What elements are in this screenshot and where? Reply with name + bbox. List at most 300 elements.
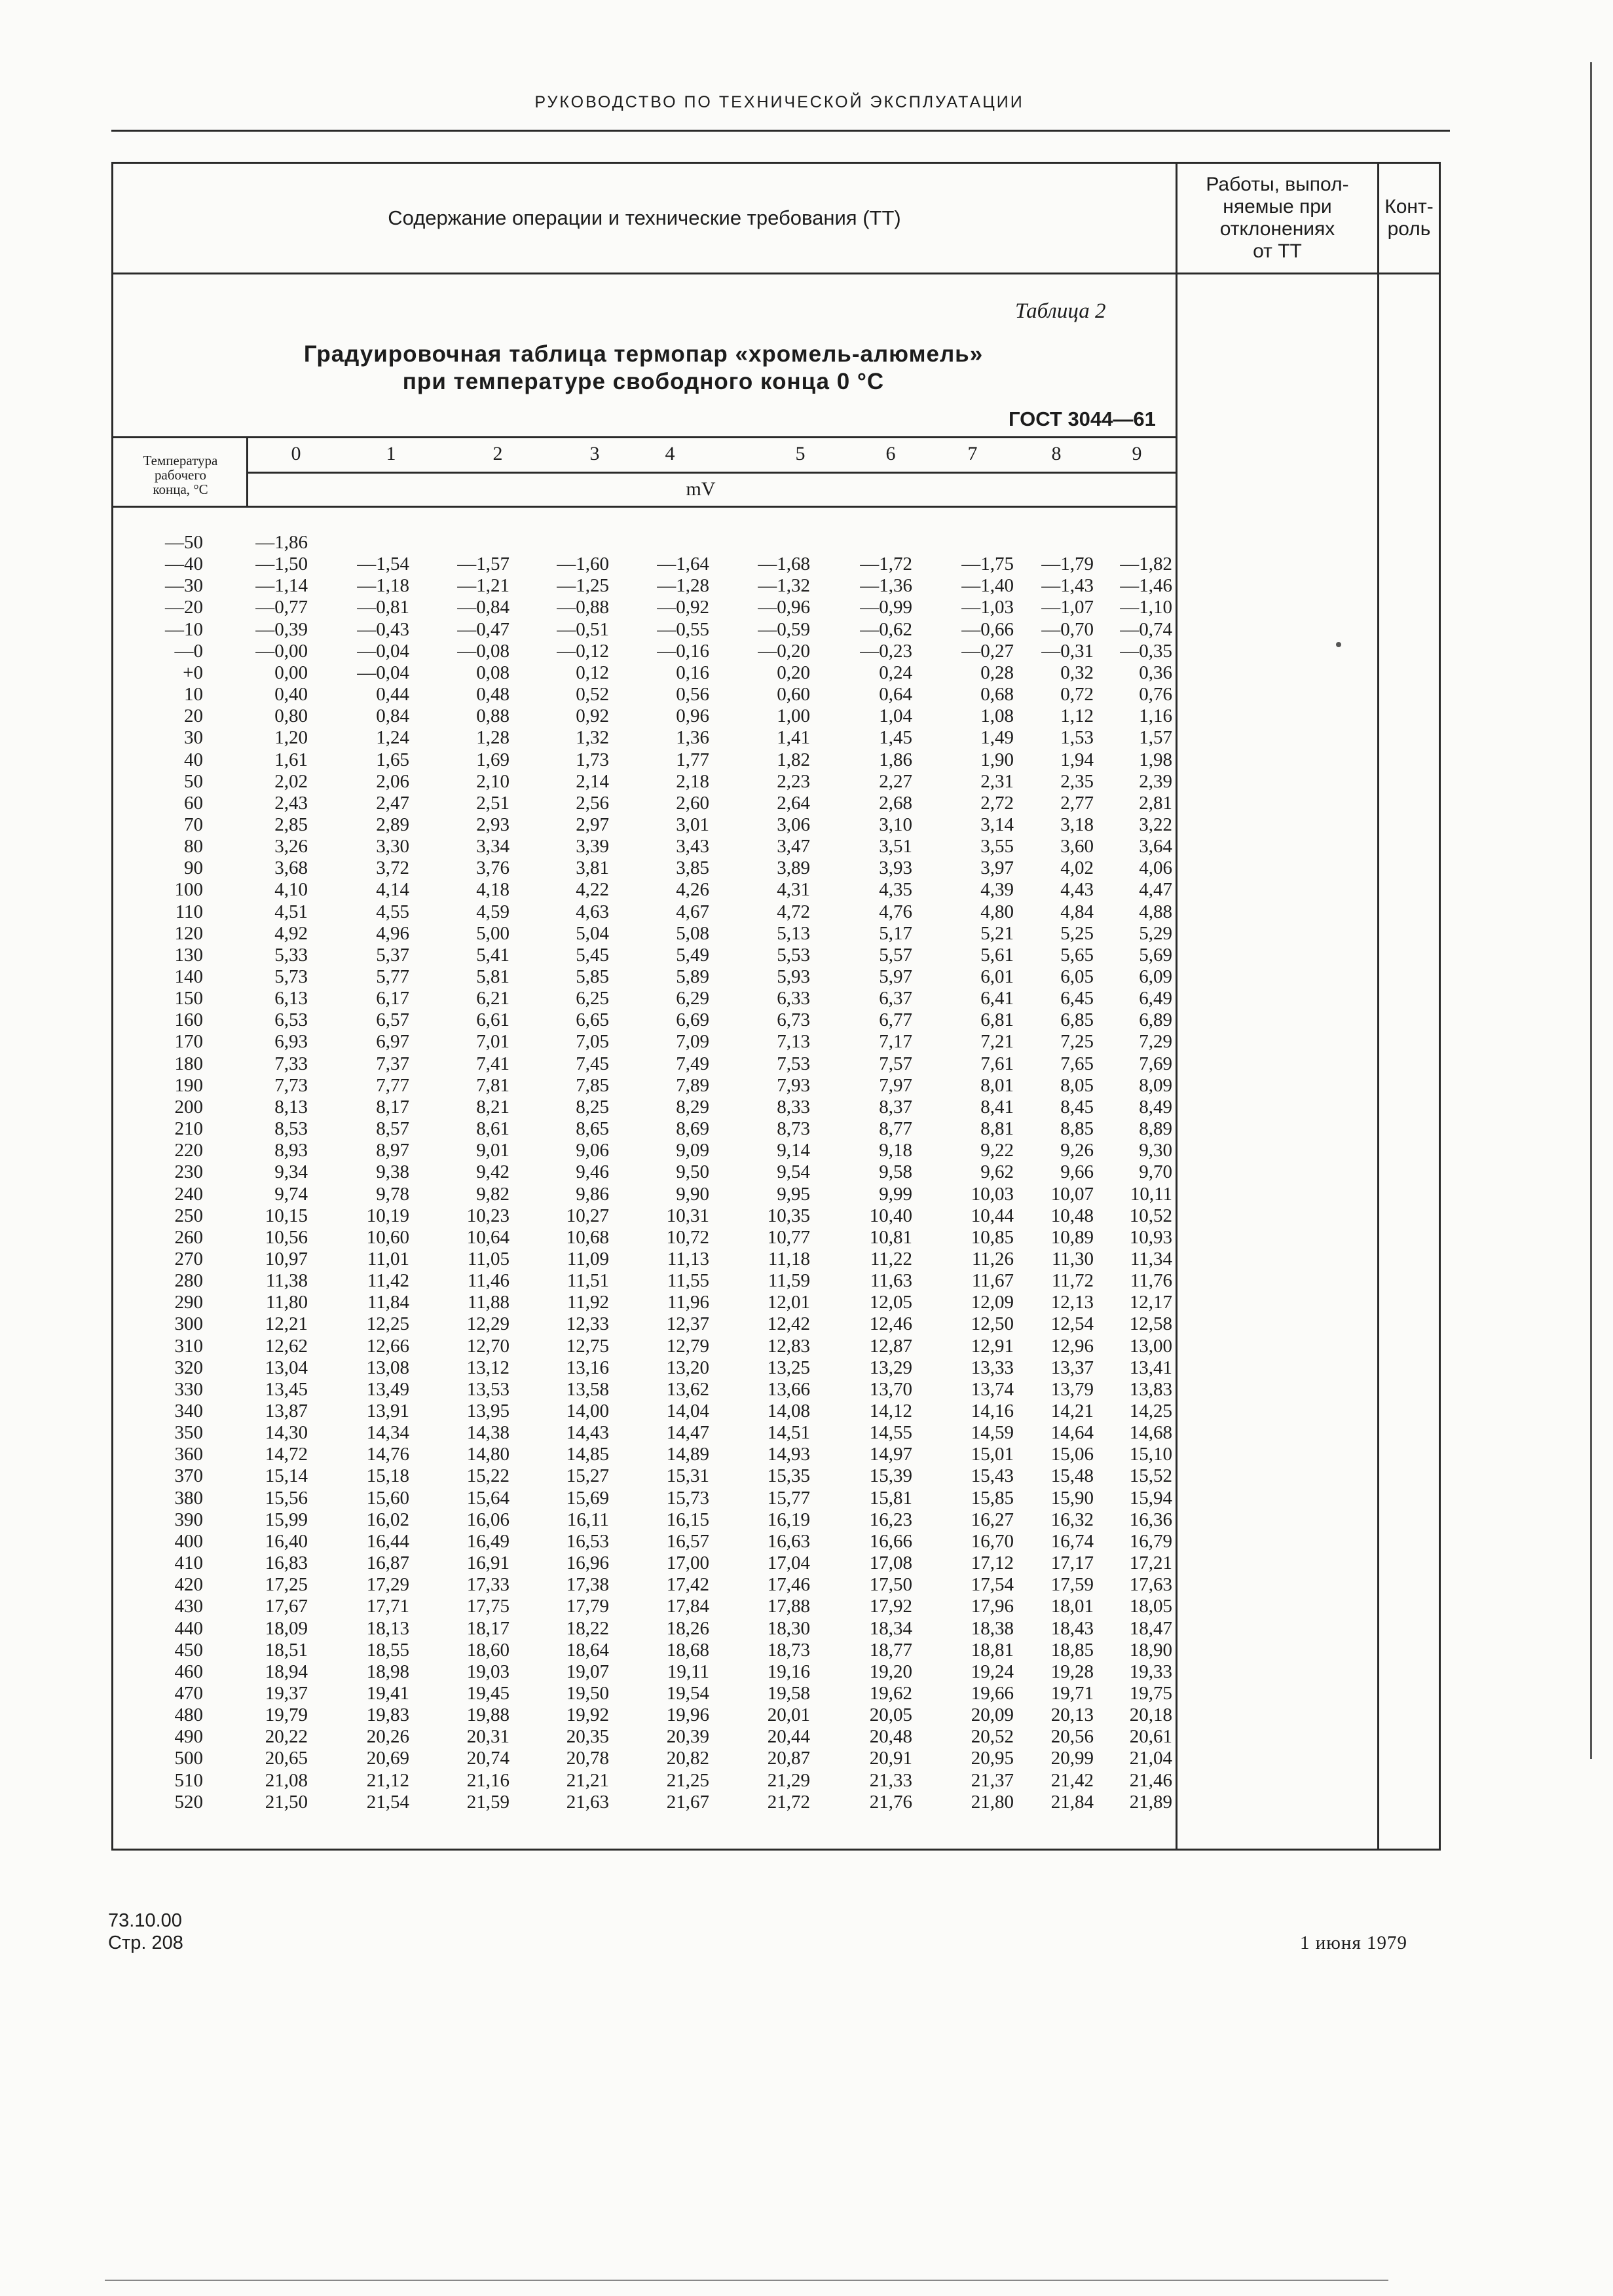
value-cell: 4,67 <box>676 901 709 922</box>
value-cell: —1,14 <box>255 575 308 596</box>
value-cell: 17,50 <box>869 1574 912 1595</box>
value-cell: 4,55 <box>376 901 409 922</box>
temperature-cell: 450 <box>174 1640 203 1661</box>
value-cell: 4,96 <box>376 923 409 944</box>
value-cell: 15,39 <box>869 1465 912 1486</box>
value-cell: 7,33 <box>274 1053 308 1074</box>
value-cell: 3,14 <box>980 814 1014 835</box>
value-cell: 2,06 <box>376 771 409 792</box>
value-cell: 12,66 <box>366 1336 409 1357</box>
value-cell: 5,49 <box>676 945 709 966</box>
value-cell: 2,77 <box>1060 793 1094 814</box>
value-cell: 18,09 <box>265 1618 308 1639</box>
value-cell: —0,20 <box>758 641 810 662</box>
value-cell: 21,12 <box>366 1770 409 1791</box>
temperature-cell: 520 <box>174 1792 203 1813</box>
value-cell: 8,81 <box>980 1118 1014 1139</box>
temperature-cell: 350 <box>174 1422 203 1443</box>
value-cell: 8,57 <box>376 1118 409 1139</box>
value-cell: —0,00 <box>255 641 308 662</box>
value-cell: 10,15 <box>265 1205 308 1226</box>
temperature-cell: 420 <box>174 1574 203 1595</box>
value-cell: 20,99 <box>1050 1748 1094 1769</box>
digit-header-2: 2 <box>492 443 503 464</box>
value-cell: 15,31 <box>666 1465 709 1486</box>
temperature-cell: 440 <box>174 1618 203 1639</box>
value-cell: 18,17 <box>466 1618 510 1639</box>
value-cell: 10,89 <box>1050 1227 1094 1248</box>
value-cell: 17,29 <box>366 1574 409 1595</box>
value-cell: 20,09 <box>971 1704 1014 1725</box>
header-works-line: няемые при <box>1223 196 1332 217</box>
value-cell: 21,16 <box>466 1770 510 1791</box>
value-cell: 6,37 <box>879 988 912 1009</box>
value-cell: 11,55 <box>667 1270 709 1291</box>
value-cell: 10,40 <box>869 1205 912 1226</box>
value-cell: 19,03 <box>466 1661 510 1682</box>
value-cell: 7,21 <box>980 1031 1014 1052</box>
table-header-rule <box>111 506 1176 508</box>
footer-code-block <box>108 1910 183 1954</box>
temperature-cell: 70 <box>184 814 203 835</box>
value-cell: 7,97 <box>879 1075 912 1096</box>
value-cell: 21,25 <box>666 1770 709 1791</box>
value-cell: 4,76 <box>879 901 912 922</box>
value-cell: 4,31 <box>777 879 810 900</box>
value-cell: 11,42 <box>367 1270 409 1291</box>
value-cell: 4,26 <box>676 879 709 900</box>
value-cell: 14,16 <box>971 1401 1014 1421</box>
value-cell: 5,81 <box>476 966 510 987</box>
value-cell: 13,33 <box>971 1357 1014 1378</box>
temperature-cell: 20 <box>184 706 203 726</box>
value-cell: 20,95 <box>971 1748 1014 1769</box>
value-cell: 5,61 <box>980 945 1014 966</box>
value-cell: 14,43 <box>566 1422 609 1443</box>
value-cell: 9,09 <box>676 1140 709 1161</box>
value-cell: 17,54 <box>971 1574 1014 1595</box>
value-cell: 0,40 <box>274 684 308 705</box>
value-cell: 20,01 <box>767 1704 810 1725</box>
value-cell: 12,54 <box>1050 1313 1094 1334</box>
value-cell: 10,31 <box>666 1205 709 1226</box>
value-cell: 7,25 <box>1060 1031 1094 1052</box>
value-cell: 15,48 <box>1050 1465 1094 1486</box>
value-cell: 20,26 <box>366 1726 409 1747</box>
value-cell: —0,43 <box>357 619 409 640</box>
value-cell: —0,81 <box>357 597 409 618</box>
value-cell: 17,38 <box>566 1574 609 1595</box>
value-cell: 8,89 <box>1139 1118 1172 1139</box>
value-cell: 8,09 <box>1139 1075 1172 1096</box>
value-cell: 10,68 <box>566 1227 609 1248</box>
value-cell: 16,36 <box>1129 1509 1172 1530</box>
value-cell: 18,98 <box>366 1661 409 1682</box>
value-cell: 9,30 <box>1139 1140 1172 1161</box>
value-cell: 16,74 <box>1050 1531 1094 1552</box>
value-cell: 5,08 <box>676 923 709 944</box>
value-cell: 4,80 <box>980 901 1014 922</box>
value-cell: 10,03 <box>971 1184 1014 1205</box>
value-cell: 19,83 <box>366 1704 409 1725</box>
value-cell: 16,44 <box>366 1531 409 1552</box>
value-cell: 0,72 <box>1060 684 1094 705</box>
value-cell: 2,85 <box>274 814 308 835</box>
value-cell: 21,37 <box>971 1770 1014 1791</box>
value-cell: 14,21 <box>1050 1401 1094 1421</box>
value-cell: 5,97 <box>879 966 912 987</box>
value-cell: 13,87 <box>265 1401 308 1421</box>
value-cell: 1,49 <box>980 727 1014 748</box>
value-cell: 7,65 <box>1060 1053 1094 1074</box>
value-cell: 12,21 <box>265 1313 308 1334</box>
value-cell: 20,65 <box>265 1748 308 1769</box>
value-cell: 2,51 <box>476 793 510 814</box>
value-cell: 9,70 <box>1139 1161 1172 1182</box>
value-cell: 19,16 <box>767 1661 810 1682</box>
value-cell: —1,50 <box>255 554 308 574</box>
value-cell: 12,62 <box>265 1336 308 1357</box>
value-cell: 4,43 <box>1060 879 1094 900</box>
value-cell: 0,16 <box>676 662 709 683</box>
value-cell: 4,59 <box>476 901 510 922</box>
value-cell: 15,90 <box>1050 1488 1094 1509</box>
value-cell: 17,59 <box>1050 1574 1094 1595</box>
table-title-line: Градуировочная таблица термопар «хромель-алюмель» <box>303 341 984 367</box>
value-cell: 2,68 <box>879 793 912 814</box>
value-cell: 1,16 <box>1139 706 1172 726</box>
value-cell: 11,26 <box>971 1249 1014 1270</box>
value-cell: —1,75 <box>961 554 1014 574</box>
value-cell: 18,90 <box>1129 1640 1172 1661</box>
value-cell: 9,86 <box>576 1184 609 1205</box>
value-cell: 20,39 <box>666 1726 709 1747</box>
value-cell: 20,13 <box>1050 1704 1094 1725</box>
value-cell: —1,54 <box>357 554 409 574</box>
value-cell: 7,69 <box>1139 1053 1172 1074</box>
value-cell: —0,51 <box>557 619 609 640</box>
value-cell: 16,02 <box>366 1509 409 1530</box>
value-cell: 13,53 <box>466 1379 510 1400</box>
value-cell: 13,45 <box>265 1379 308 1400</box>
value-cell: 9,66 <box>1060 1161 1094 1182</box>
value-cell: 21,04 <box>1129 1748 1172 1769</box>
temperature-cell: 510 <box>174 1770 203 1791</box>
value-cell: 20,56 <box>1050 1726 1094 1747</box>
value-cell: 20,87 <box>767 1748 810 1769</box>
value-cell: 15,69 <box>566 1488 609 1509</box>
temperature-cell: 40 <box>184 749 203 770</box>
value-cell: 12,05 <box>869 1292 912 1313</box>
value-cell: 2,31 <box>980 771 1014 792</box>
value-cell: 8,33 <box>777 1097 810 1118</box>
value-cell: 11,80 <box>265 1292 308 1313</box>
value-cell: 13,37 <box>1050 1357 1094 1378</box>
value-cell: 15,56 <box>265 1488 308 1509</box>
value-cell: 5,17 <box>879 923 912 944</box>
value-cell: 19,66 <box>971 1683 1014 1704</box>
value-cell: 3,93 <box>879 857 912 878</box>
header-control-line: Конт- <box>1384 196 1434 217</box>
value-cell: 18,73 <box>767 1640 810 1661</box>
value-cell: 8,73 <box>777 1118 810 1139</box>
value-cell: 4,88 <box>1139 901 1172 922</box>
temperature-cell: 410 <box>174 1553 203 1573</box>
temperature-cell: 120 <box>174 923 203 944</box>
value-cell: 21,89 <box>1129 1792 1172 1813</box>
value-cell: 9,34 <box>274 1161 308 1182</box>
value-cell: 4,51 <box>274 901 308 922</box>
value-cell: 9,18 <box>879 1140 912 1161</box>
value-cell: 10,44 <box>971 1205 1014 1226</box>
value-cell: 0,20 <box>777 662 810 683</box>
value-cell: 5,77 <box>376 966 409 987</box>
value-cell: 18,01 <box>1050 1596 1094 1617</box>
value-cell: 17,84 <box>666 1596 709 1617</box>
value-cell: 11,88 <box>467 1292 510 1313</box>
value-cell: 21,84 <box>1050 1792 1094 1813</box>
value-cell: 8,53 <box>274 1118 308 1139</box>
value-cell: 4,06 <box>1139 857 1172 878</box>
value-cell: 21,29 <box>767 1770 810 1791</box>
value-cell: 11,84 <box>367 1292 409 1313</box>
value-cell: 1,61 <box>274 749 308 770</box>
temperature-cell: 380 <box>174 1488 203 1509</box>
value-cell: 17,63 <box>1129 1574 1172 1595</box>
value-cell: 6,89 <box>1139 1009 1172 1030</box>
value-cell: 16,87 <box>366 1553 409 1573</box>
value-cell: 16,63 <box>767 1531 810 1552</box>
value-cell: —1,25 <box>557 575 609 596</box>
revision-date: 1 июня 1979 <box>1300 1932 1408 1953</box>
value-cell: —1,68 <box>758 554 810 574</box>
value-cell: 16,66 <box>869 1531 912 1552</box>
value-cell: —0,31 <box>1041 641 1094 662</box>
value-cell: —0,66 <box>961 619 1014 640</box>
value-cell: 11,72 <box>1051 1270 1094 1291</box>
value-cell: 0,92 <box>576 706 609 726</box>
value-cell: 9,58 <box>879 1161 912 1182</box>
value-cell: 19,37 <box>265 1683 308 1704</box>
value-cell: 16,57 <box>666 1531 709 1552</box>
value-cell: 14,08 <box>767 1401 810 1421</box>
digit-header-7: 7 <box>967 443 978 464</box>
value-cell: 20,52 <box>971 1726 1014 1747</box>
value-cell: 15,73 <box>666 1488 709 1509</box>
value-cell: 15,94 <box>1129 1488 1172 1509</box>
value-cell: 14,12 <box>869 1401 912 1421</box>
value-cell: 16,70 <box>971 1531 1014 1552</box>
value-cell: 6,25 <box>576 988 609 1009</box>
value-cell: 21,54 <box>366 1792 409 1813</box>
value-cell: 8,21 <box>476 1097 510 1118</box>
temperature-cell: —40 <box>165 554 203 574</box>
value-cell: 14,25 <box>1129 1401 1172 1421</box>
scan-edge-line <box>1590 62 1592 1759</box>
value-cell: 18,34 <box>869 1618 912 1639</box>
value-cell: 14,47 <box>666 1422 709 1443</box>
value-cell: 14,80 <box>466 1444 510 1465</box>
value-cell: 13,70 <box>869 1379 912 1400</box>
value-cell: 1,00 <box>777 706 810 726</box>
value-cell: —0,92 <box>657 597 709 618</box>
value-cell: 2,14 <box>576 771 609 792</box>
value-cell: 3,26 <box>274 836 308 857</box>
temperature-cell: —30 <box>165 575 203 596</box>
value-cell: 10,52 <box>1129 1205 1172 1226</box>
temperature-cell: 260 <box>174 1227 203 1248</box>
value-cell: 2,81 <box>1139 793 1172 814</box>
value-cell: 8,29 <box>676 1097 709 1118</box>
value-cell: 0,64 <box>879 684 912 705</box>
value-cell: 21,76 <box>869 1792 912 1813</box>
temperature-cell: 430 <box>174 1596 203 1617</box>
value-cell: —1,03 <box>961 597 1014 618</box>
value-cell: 5,37 <box>376 945 409 966</box>
value-cell: 13,66 <box>767 1379 810 1400</box>
value-cell: 16,40 <box>265 1531 308 1552</box>
value-cell: 20,91 <box>869 1748 912 1769</box>
value-cell: 15,01 <box>971 1444 1014 1465</box>
value-cell: 15,81 <box>869 1488 912 1509</box>
value-cell: 14,89 <box>666 1444 709 1465</box>
value-cell: 8,49 <box>1139 1097 1172 1118</box>
value-cell: —1,57 <box>457 554 510 574</box>
value-cell: 7,17 <box>879 1031 912 1052</box>
value-cell: 3,60 <box>1060 836 1094 857</box>
value-cell: 11,67 <box>971 1270 1014 1291</box>
value-cell: 2,43 <box>274 793 308 814</box>
value-cell: 18,94 <box>265 1661 308 1682</box>
value-cell: 18,85 <box>1050 1640 1094 1661</box>
value-cell: 7,09 <box>676 1031 709 1052</box>
value-cell: 19,92 <box>566 1704 609 1725</box>
value-cell: 10,60 <box>366 1227 409 1248</box>
value-cell: 7,49 <box>676 1053 709 1074</box>
value-cell: 11,09 <box>566 1249 609 1270</box>
value-cell: 1,57 <box>1139 727 1172 748</box>
value-cell: 16,15 <box>666 1509 709 1530</box>
value-cell: 7,73 <box>274 1075 308 1096</box>
value-cell: 19,11 <box>667 1661 709 1682</box>
value-cell: 1,90 <box>980 749 1014 770</box>
value-cell: 2,02 <box>274 771 308 792</box>
value-cell: —1,18 <box>357 575 409 596</box>
value-cell: 11,92 <box>566 1292 609 1313</box>
value-cell: 14,00 <box>566 1401 609 1421</box>
value-cell: 19,71 <box>1050 1683 1094 1704</box>
value-cell: 2,39 <box>1139 771 1172 792</box>
value-cell: 21,59 <box>466 1792 510 1813</box>
value-cell: —0,04 <box>357 662 409 683</box>
value-cell: 13,49 <box>366 1379 409 1400</box>
value-cell: 1,73 <box>576 749 609 770</box>
temperature-cell: 340 <box>174 1401 203 1421</box>
value-cell: 17,67 <box>265 1596 308 1617</box>
value-cell: 12,50 <box>971 1313 1014 1334</box>
value-cell: 15,60 <box>366 1488 409 1509</box>
value-cell: 6,57 <box>376 1009 409 1030</box>
value-cell: 10,72 <box>666 1227 709 1248</box>
value-cell: 6,97 <box>376 1031 409 1052</box>
temperature-cell: 290 <box>174 1292 203 1313</box>
value-cell: 6,53 <box>274 1009 308 1030</box>
value-cell: 8,37 <box>879 1097 912 1118</box>
temperature-cell: 310 <box>174 1336 203 1357</box>
value-cell: 1,36 <box>676 727 709 748</box>
value-cell: 4,10 <box>274 879 308 900</box>
value-cell: 3,47 <box>777 836 810 857</box>
value-cell: 9,42 <box>476 1161 510 1182</box>
value-cell: 15,64 <box>466 1488 510 1509</box>
value-cell: 2,60 <box>676 793 709 814</box>
header-works-line: от ТТ <box>1253 240 1302 262</box>
value-cell: 4,35 <box>879 879 912 900</box>
temperature-cell: 490 <box>174 1726 203 1747</box>
table-title-line: при температуре свободного конца 0 °С <box>402 369 885 394</box>
value-cell: 6,33 <box>777 988 810 1009</box>
value-cell: 14,85 <box>566 1444 609 1465</box>
digit-header-4: 4 <box>665 443 675 464</box>
value-cell: 13,83 <box>1129 1379 1172 1400</box>
value-cell: 18,38 <box>971 1618 1014 1639</box>
value-cell: 12,37 <box>666 1313 709 1334</box>
value-cell: 20,69 <box>366 1748 409 1769</box>
value-cell: 14,72 <box>265 1444 308 1465</box>
value-cell: 12,17 <box>1129 1292 1172 1313</box>
value-cell: —1,32 <box>758 575 810 596</box>
value-cell: 8,97 <box>376 1140 409 1161</box>
value-cell: 18,55 <box>366 1640 409 1661</box>
value-cell: 0,44 <box>376 684 409 705</box>
temperature-cell: 80 <box>184 836 203 857</box>
value-cell: 20,31 <box>466 1726 510 1747</box>
value-cell: 16,11 <box>566 1509 609 1530</box>
value-cell: 5,41 <box>476 945 510 966</box>
value-cell: 16,32 <box>1050 1509 1094 1530</box>
value-cell: 17,08 <box>869 1553 912 1573</box>
value-cell: 19,07 <box>566 1661 609 1682</box>
value-cell: 5,65 <box>1060 945 1094 966</box>
temperature-cell: 60 <box>184 793 203 814</box>
value-cell: 17,12 <box>971 1553 1014 1573</box>
value-cell: 12,01 <box>767 1292 810 1313</box>
value-cell: 13,74 <box>971 1379 1014 1400</box>
value-cell: 11,59 <box>768 1270 810 1291</box>
temperature-cell: 170 <box>174 1031 203 1052</box>
value-cell: —1,64 <box>657 554 709 574</box>
temperature-cell: 330 <box>174 1379 203 1400</box>
value-cell: 8,17 <box>376 1097 409 1118</box>
value-cell: 12,42 <box>767 1313 810 1334</box>
temperature-cell: 240 <box>174 1184 203 1205</box>
value-cell: 15,14 <box>265 1465 308 1486</box>
value-cell: 8,13 <box>274 1097 308 1118</box>
value-cell: 4,18 <box>476 879 510 900</box>
value-cell: 9,26 <box>1060 1140 1094 1161</box>
value-cell: 6,21 <box>476 988 510 1009</box>
value-cell: —1,21 <box>457 575 510 596</box>
value-cell: 6,17 <box>376 988 409 1009</box>
value-cell: 12,75 <box>566 1336 609 1357</box>
value-cell: —0,12 <box>557 641 609 662</box>
value-cell: 8,45 <box>1060 1097 1094 1118</box>
value-cell: 1,65 <box>376 749 409 770</box>
value-cell: —0,59 <box>758 619 810 640</box>
value-cell: 8,69 <box>676 1118 709 1139</box>
value-cell: 15,18 <box>366 1465 409 1486</box>
temperature-cell: 30 <box>184 727 203 748</box>
